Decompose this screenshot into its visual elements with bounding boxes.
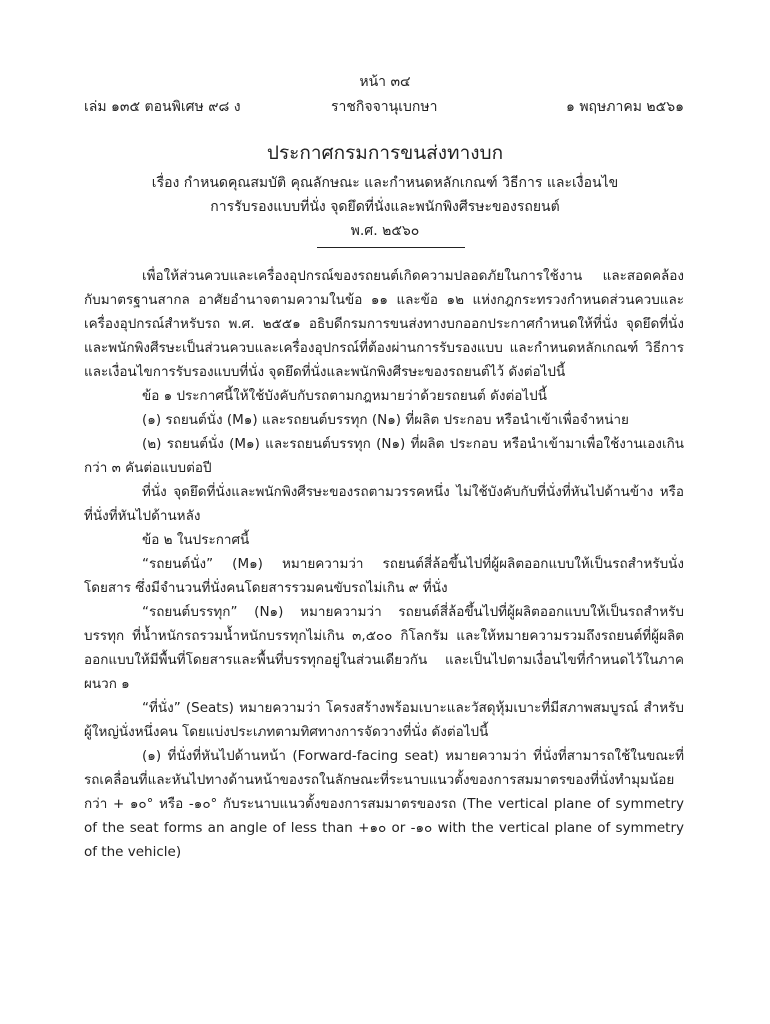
clause-1-exception: ที่นั่ง จุดยึดที่นั่งและพนักพิงศีรษะของรถตามวรรคหนึ่ง ไม่ใช้บังคับกับที่นั่งที่หันไปด้านข้าง หรือที่นั่งที่หันไปด้านหลัง [84, 484, 684, 524]
definition-seats: “ที่นั่ง” (Seats) หมายความว่า โครงสร้างพร้อมเบาะและวัสดุหุ้มเบาะที่มีสภาพสมบูรณ์ สำหรับผู้ใหญ่นั่งหนึ่งคน โดยแบ่งประเภทตามทิศทางการจัดวางที่นั่ง ดังต่อไปนี้ [84, 700, 684, 740]
definition-forward-facing-seat: (๑) ที่นั่งที่หันไปด้านหน้า (Forward-facing seat) หมายความว่า ที่นั่งที่สามารถใช้ในขณะที่รถเคลื่อนที่และหันไปทางด้านหน้าของรถในลักษณะที่ระนาบแนวตั้งของการสมมาตรของที่นั่งทำมุมน้อยกว่า + ๑๐° หรือ -๑๐° กับระนาบแนวตั้งของการสมมาตรของรถ (The vertical plane of symmetry of the seat forms an angle of less than +๑๐ or -๑๐ with the vertical plane of symmetry of the vehicle) [84, 748, 684, 860]
definition-n1: “รถยนต์บรรทุก” (N๑) หมายความว่า รถยนต์สี่ล้อขึ้นไปที่ผู้ผลิตออกแบบให้เป็นรถสำหรับบรรทุก ที่น้ำหนักรถรวมน้ำหนักบรรทุกไม่เกิน ๓,๕๐๐ กิโลกรัม และให้หมายความรวมถึงรถยนต์ที่ผู้ผลิตออกแบบให้มีพื้นที่โดยสารและพื้นที่บรรทุกอยู่ในส่วนเดียวกัน และเป็นไปตามเงื่อนไขที่กำหนดไว้ในภาคผนวก ๑ [84, 604, 684, 692]
page-number: หน้า ๓๔ [359, 74, 411, 90]
running-header [84, 96, 684, 116]
document-title: ประกาศกรมการขนส่งทางบก [266, 142, 504, 164]
clause-1-item-1: (๑) รถยนต์นั่ง (M๑) และรถยนต์บรรทุก (N๑) ที่ผลิต ประกอบ หรือนำเข้าเพื่อจำหน่าย [142, 412, 629, 428]
document-year: พ.ศ. ๒๕๖๐ [350, 223, 420, 239]
publication-date: ๑ พฤษภาคม ๒๕๖๑ [565, 99, 684, 115]
gazette-name: ราชกิจจานุเบกษา [331, 99, 438, 115]
preamble-paragraph: เพื่อให้ส่วนควบและเครื่องอุปกรณ์ของรถยนต์เกิดความปลอดภัยในการใช้งาน และสอดคล้องกับมาตรฐานสากล อาศัยอำนาจตามความในข้อ ๑๑ และข้อ ๑๒ แห่งกฎกระทรวงกำหนดส่วนควบและเครื่องอุปกรณ์สำหรับรถ พ.ศ. ๒๕๕๑ อธิบดีกรมการขนส่งทางบกออกประกาศกำหนดให้ที่นั่ง จุดยึดที่นั่งและพนักพิงศีรษะเป็นส่วนควบและเครื่องอุปกรณ์ที่ต้องผ่านการรับรองแบบ และกำหนดหลักเกณฑ์ วิธีการ และเงื่อนไขการรับรองแบบที่นั่ง จุดยึดที่นั่งและพนักพิงศีรษะของรถยนต์ไว้ ดังต่อไปนี้ [84, 268, 684, 380]
subject-line-2: การรับรองแบบที่นั่ง จุดยึดที่นั่งและพนักพิงศีรษะของรถยนต์ [210, 199, 560, 215]
clause-1: ข้อ ๑ ประกาศนี้ให้ใช้บังคับกับรถตามกฎหมายว่าด้วยรถยนต์ ดังต่อไปนี้ [142, 388, 547, 404]
clause-2: ข้อ ๒ ในประกาศนี้ [142, 532, 250, 548]
document-body [84, 264, 684, 864]
definition-m1: “รถยนต์นั่ง” (M๑) หมายความว่า รถยนต์สี่ล้อขึ้นไปที่ผู้ผลิตออกแบบให้เป็นรถสำหรับนั่งโดยสาร ซึ่งมีจำนวนที่นั่งคนโดยสารรวมคนขับรถไม่เกิน ๙ ที่นั่ง [84, 556, 684, 596]
volume-issue: เล่ม ๑๓๕ ตอนพิเศษ ๙๘ ง [84, 99, 241, 115]
clause-1-item-2: (๒) รถยนต์นั่ง (M๑) และรถยนต์บรรทุก (N๑) ที่ผลิต ประกอบ หรือนำเข้ามาเพื่อใช้งานเองเกินกว่า ๓ คันต่อแบบต่อปี [84, 436, 684, 476]
subject-line-1: เรื่อง กำหนดคุณสมบัติ คุณลักษณะ และกำหนดหลักเกณฑ์ วิธีการ และเงื่อนไข [151, 175, 619, 191]
title-divider [317, 247, 465, 248]
